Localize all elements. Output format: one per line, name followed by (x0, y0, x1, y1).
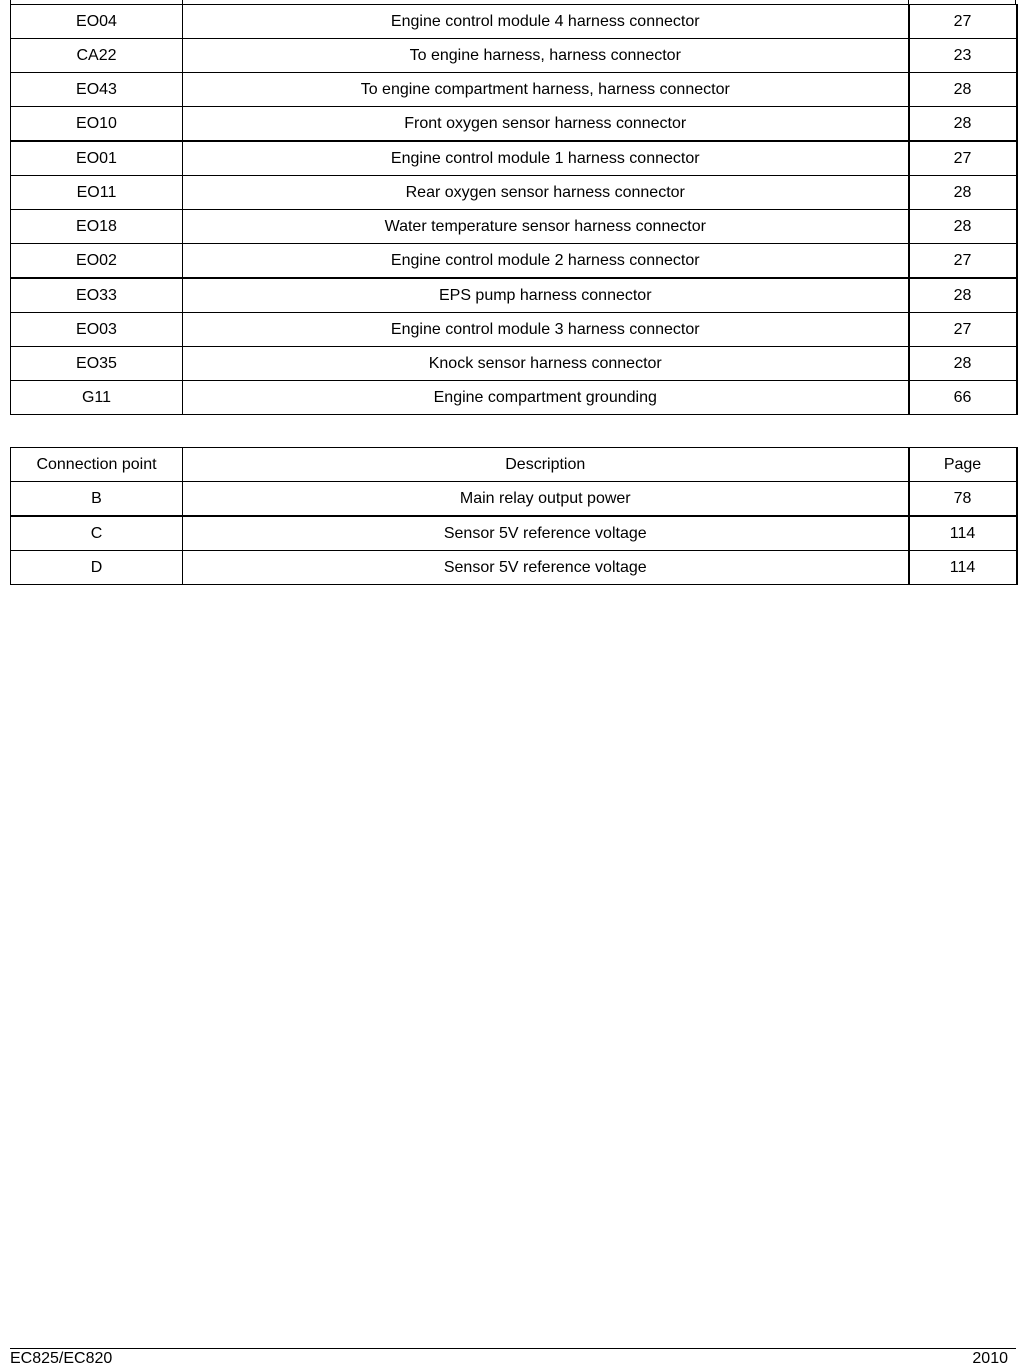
table-row (11, 73, 1017, 107)
connector-page: 27 (909, 313, 1017, 347)
connector-code: EO02 (11, 244, 183, 279)
header-connection-point: Connection point (11, 448, 183, 482)
connector-code: EO03 (11, 313, 183, 347)
connection-description: Main relay output power (183, 482, 909, 517)
connection-point: B (11, 482, 183, 517)
table-row (11, 313, 1017, 347)
connectors-table (10, 4, 1018, 415)
connector-code: EO01 (11, 141, 183, 176)
connector-page: 23 (909, 39, 1017, 73)
connector-code: EO11 (11, 176, 183, 210)
connector-description: Water temperature sensor harness connector (183, 210, 909, 244)
table-row (11, 347, 1017, 381)
table-row (11, 210, 1017, 244)
connection-description: Sensor 5V reference voltage (183, 551, 909, 585)
connector-page: 66 (909, 381, 1017, 415)
connector-description: Front oxygen sensor harness connector (183, 107, 909, 142)
connector-page: 27 (909, 244, 1017, 279)
connector-page: 28 (909, 107, 1017, 142)
table-row (11, 107, 1017, 142)
connector-code: CA22 (11, 39, 183, 73)
connector-description: Knock sensor harness connector (183, 347, 909, 381)
table-row (11, 551, 1017, 585)
connector-code: EO35 (11, 347, 183, 381)
connector-description: Engine control module 4 harness connector (183, 5, 909, 39)
connector-description: To engine compartment harness, harness connector (183, 73, 909, 107)
footer-year: 2010 (972, 1350, 1008, 1367)
table-row (11, 244, 1017, 279)
connection-page: 78 (909, 482, 1017, 517)
table-row (11, 516, 1017, 551)
table-row (11, 141, 1017, 176)
table-row (11, 5, 1017, 39)
connector-page: 27 (909, 141, 1017, 176)
connector-code: EO04 (11, 5, 183, 39)
connector-code: G11 (11, 381, 183, 415)
connector-page: 28 (909, 347, 1017, 381)
connection-page: 114 (909, 551, 1017, 585)
footer-divider (10, 1348, 1016, 1349)
connection-points-table (10, 447, 1018, 585)
connector-page: 28 (909, 278, 1017, 313)
table-row (11, 381, 1017, 415)
connector-description: Rear oxygen sensor harness connector (183, 176, 909, 210)
connection-point: C (11, 516, 183, 551)
table-header-row (11, 448, 1017, 482)
connector-description: Engine control module 2 harness connector (183, 244, 909, 279)
table-row (11, 482, 1017, 517)
connector-description: Engine control module 3 harness connector (183, 313, 909, 347)
connector-code: EO18 (11, 210, 183, 244)
connector-description: To engine harness, harness connector (183, 39, 909, 73)
connector-page: 28 (909, 176, 1017, 210)
connector-code: EO33 (11, 278, 183, 313)
connector-code: EO43 (11, 73, 183, 107)
connector-page: 27 (909, 5, 1017, 39)
connection-description: Sensor 5V reference voltage (183, 516, 909, 551)
connector-page: 28 (909, 210, 1017, 244)
connector-page: 28 (909, 73, 1017, 107)
connector-code: EO10 (11, 107, 183, 142)
connection-point: D (11, 551, 183, 585)
connector-description: EPS pump harness connector (183, 278, 909, 313)
footer-model: EC825/EC820 (10, 1350, 113, 1367)
header-page: Page (909, 448, 1017, 482)
table-row (11, 278, 1017, 313)
connection-page: 114 (909, 516, 1017, 551)
header-description: Description (183, 448, 909, 482)
connector-description: Engine compartment grounding (183, 381, 909, 415)
connector-description: Engine control module 1 harness connector (183, 141, 909, 176)
table-row (11, 176, 1017, 210)
table-row (11, 39, 1017, 73)
